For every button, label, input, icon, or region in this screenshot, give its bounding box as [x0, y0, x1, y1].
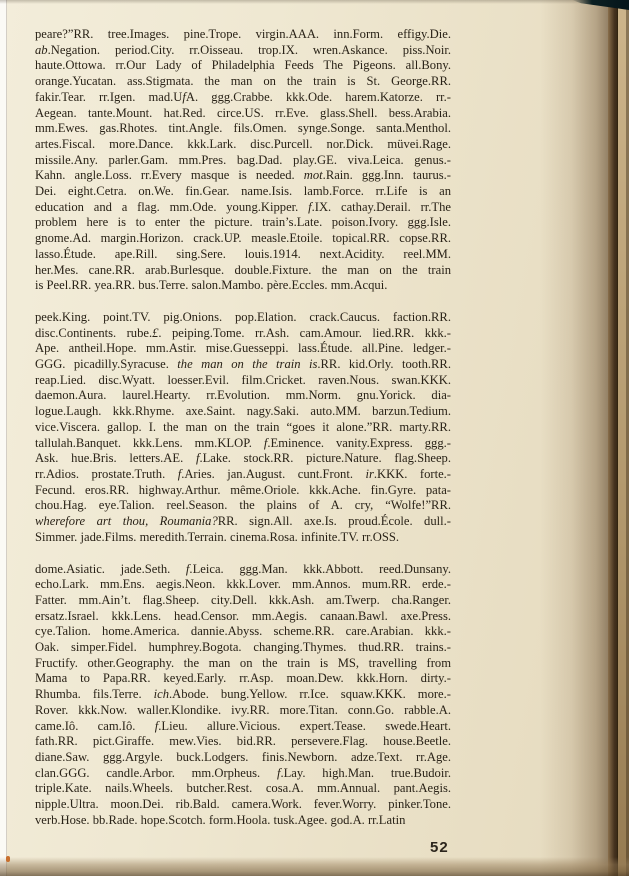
text-line: nipple.Ultra. moon.Dei. rib.Bald. camera.Work. fever.Worry. pinker.Tone. [35, 797, 451, 812]
text-line: diane.Saw. ggg.Argyle. buck.Lodgers. finis.Newborn. adze.Text. rr.Age. [35, 749, 451, 764]
text-line: Fatter. mm.Ain’t. flag.Sheep. city.Dell. kkk.Ash. am.Twerp. cha.Ranger. [35, 592, 451, 607]
text-line: ab.Negation. period.City. rr.Oisseau. trop.IX. wren.Askance. piss.Noir. [35, 42, 451, 57]
text-line: is Peel.RR. yea.RR. bus.Terre. salon.Mambo. père.Eccles. mm.Acqui. [35, 278, 388, 293]
bottom-edge-shadow [0, 857, 629, 876]
paragraph [35, 310, 451, 546]
text-line: peek.King. point.TV. pig.Onions. pop.Elation. crack.Caucus. faction.RR. [35, 309, 451, 324]
text-line: Simmer. jade.Films. meredith.Terrain. cinema.Rosa. infinite.TV. rr.OSS. [35, 529, 400, 544]
text-line: fath.RR. pict.Giraffe. mew.Vies. bid.RR. persevere.Flag. house.Beetle. [35, 734, 451, 749]
text-line: came.Iô. cam.Iô. f.Lieu. allure.Vicious. expert.Tease. swede.Heart. [35, 718, 451, 733]
text-line: Fecund. eros.RR. highway.Arthur. même.Oriole. kkk.Ache. fin.Gyre. pata- [35, 482, 451, 497]
text-block [35, 27, 451, 844]
text-line: Kahn. angle.Loss. rr.Every masque is needed. mot.Rain. ggg.Inn. taurus.- [35, 168, 451, 183]
text-line: Ask. hue.Bris. letters.AE. f.Lake. stock.RR. picture.Nature. flag.Sheep. [35, 451, 451, 466]
text-line: Oak. simper.Fidel. humphrey.Bogota. changing.Thymes. thud.RR. trains.- [35, 640, 451, 655]
text-line: her.Mes. cane.RR. arab.Burlesque. double.Fixture. the man on the train [35, 262, 451, 277]
text-line: daemon.Aura. laurel.Hearty. rr.Evolution. mm.Norm. gnu.Yorick. dia- [35, 388, 451, 403]
text-line: cye.Talion. home.America. dannie.Abyss. scheme.RR. care.Arabian. kkk.- [35, 624, 451, 639]
text-line: echo.Lark. mm.Ens. aegis.Neon. kkk.Lover. mm.Annos. mum.RR. erde.- [35, 577, 451, 592]
text-line: triple.Kate. nails.Wheels. butcher.Rest. cosa.A. mm.Annual. pant.Aegis. [35, 781, 451, 796]
text-line: wherefore art thou, Roumania?RR. sign.All. axe.Is. proud.École. dull.- [35, 514, 451, 529]
text-line: ersatz.Israel. kkk.Lens. head.Censor. mm.Aegis. canaan.Bawl. axe.Press. [35, 608, 451, 623]
top-edge-shadow [0, 0, 629, 4]
text-line: Dei. eight.Cetra. on.We. fin.Gear. name.Isis. lamb.Force. rr.Life is an [35, 184, 451, 199]
text-line: Rover. kkk.Now. waller.Klondike. ivy.RR. more.Titan. conn.Go. rabble.A. [35, 702, 451, 717]
page-edge-line [608, 0, 617, 876]
text-line: Ape. antheil.Hope. mm.Astir. mise.Guesseppi. lass.Étude. all.Pine. ledger.- [35, 341, 451, 356]
text-line: disc.Continents. rube.£. peiping.Tome. rr.Ash. cam.Amour. lied.RR. kkk.- [35, 325, 451, 340]
text-line: Fructify. other.Geography. the man on the train is MS, travelling from [35, 655, 451, 670]
text-line: Mama to Papa.RR. keyed.Early. rr.Asp. moan.Dew. kkk.Horn. dirty.- [35, 671, 451, 686]
page-curve-shadow [540, 0, 610, 876]
text-line: missile.Any. parler.Gam. mm.Pres. bag.Dad. play.GE. viva.Leica. genus.- [35, 152, 451, 167]
text-line: orange.Yucatan. ass.Stigmata. the man on the train is St. George.RR. [35, 74, 451, 89]
text-line: rr.Adios. prostate.Truth. f.Aries. jan.August. cunt.Front. ir.KKK. forte.- [35, 466, 452, 481]
text-line: verb.Hose. bb.Rade. hope.Scotch. form.Hoola. tusk.Agee. god.A. rr.Latin [35, 812, 406, 827]
page-number: 52 [430, 839, 449, 856]
text-line: gnome.Ad. margin.Horizon. crack.UP. measle.Etoile. topical.RR. copse.RR. [35, 231, 451, 246]
text-line: Aegean. tante.Mount. hat.Red. circe.US. rr.Eve. glass.Shell. bess.Arabia. [35, 105, 451, 120]
text-line: haute.Ottowa. rr.Our Lady of Philadelphia Feeds The Pigeons. all.Bony. [35, 58, 451, 73]
text-line: lasso.Étude. ape.Rill. sing.Sere. louis.1914. next.Acidity. reel.MM. [35, 246, 451, 261]
scan-left-margin-strip [0, 0, 7, 876]
text-line: education and a flag. mm.Ode. young.Kipper. f.IX. cathay.Derail. rr.The [35, 199, 451, 214]
bottom-left-speck [6, 856, 10, 862]
text-line: logue.Laugh. kkk.Rhyme. axe.Saint. nagy.Saki. auto.MM. barzun.Tedium. [35, 404, 451, 419]
text-line: chou.Hag. eye.Talion. reel.Season. the plains of A. cry, “Wolfe!”RR. [35, 498, 451, 513]
text-line: artes.Fiscal. more.Dance. kkk.Lark. disc.Purcell. nor.Dick. müvei.Rage. [35, 136, 451, 151]
text-line: peare?”RR. tree.Images. pine.Trope. virgin.AAA. inn.Form. effigy.Die. [35, 27, 451, 41]
text-line: vice.Viscera. gallop. I. the man on the train “goes it alone.”RR. marty.RR. [35, 419, 451, 434]
text-line: GGG. picadilly.Syracuse. the man on the train is.RR. kid.Orly. tooth.RR. [35, 357, 451, 372]
text-line: Rhumba. fils.Terre. ich.Abode. bung.Yellow. rr.Ice. squaw.KKK. more.- [35, 687, 451, 702]
text-line: reap.Lied. disc.Wyatt. loesser.Evil. film.Cricket. raven.Nous. swan.KKK. [35, 372, 451, 387]
text-line: problem here is to enter the picture. train’s.Late. poison.Ivory. ggg.Isle. [35, 215, 451, 230]
text-line: clan.GGG. candle.Arbor. mm.Orpheus. f.Lay. high.Man. true.Budoir. [35, 765, 451, 780]
text-line: mm.Ewes. gas.Rhotes. tint.Angle. fils.Omen. synge.Songe. santa.Menthol. [35, 121, 451, 136]
text-line: dome.Asiatic. jade.Seth. f.Leica. ggg.Man. kkk.Abbott. reed.Dunsany. [35, 561, 451, 576]
text-line: tallulah.Banquet. kkk.Lens. mm.KLOP. f.Eminence. vanity.Express. ggg.- [35, 435, 451, 450]
paragraph [35, 562, 451, 829]
paragraph [35, 27, 451, 294]
text-line: fakir.Tear. rr.Igen. mad.UfA. ggg.Crabbe. kkk.Ode. harem.Katorze. rr.- [35, 89, 451, 104]
